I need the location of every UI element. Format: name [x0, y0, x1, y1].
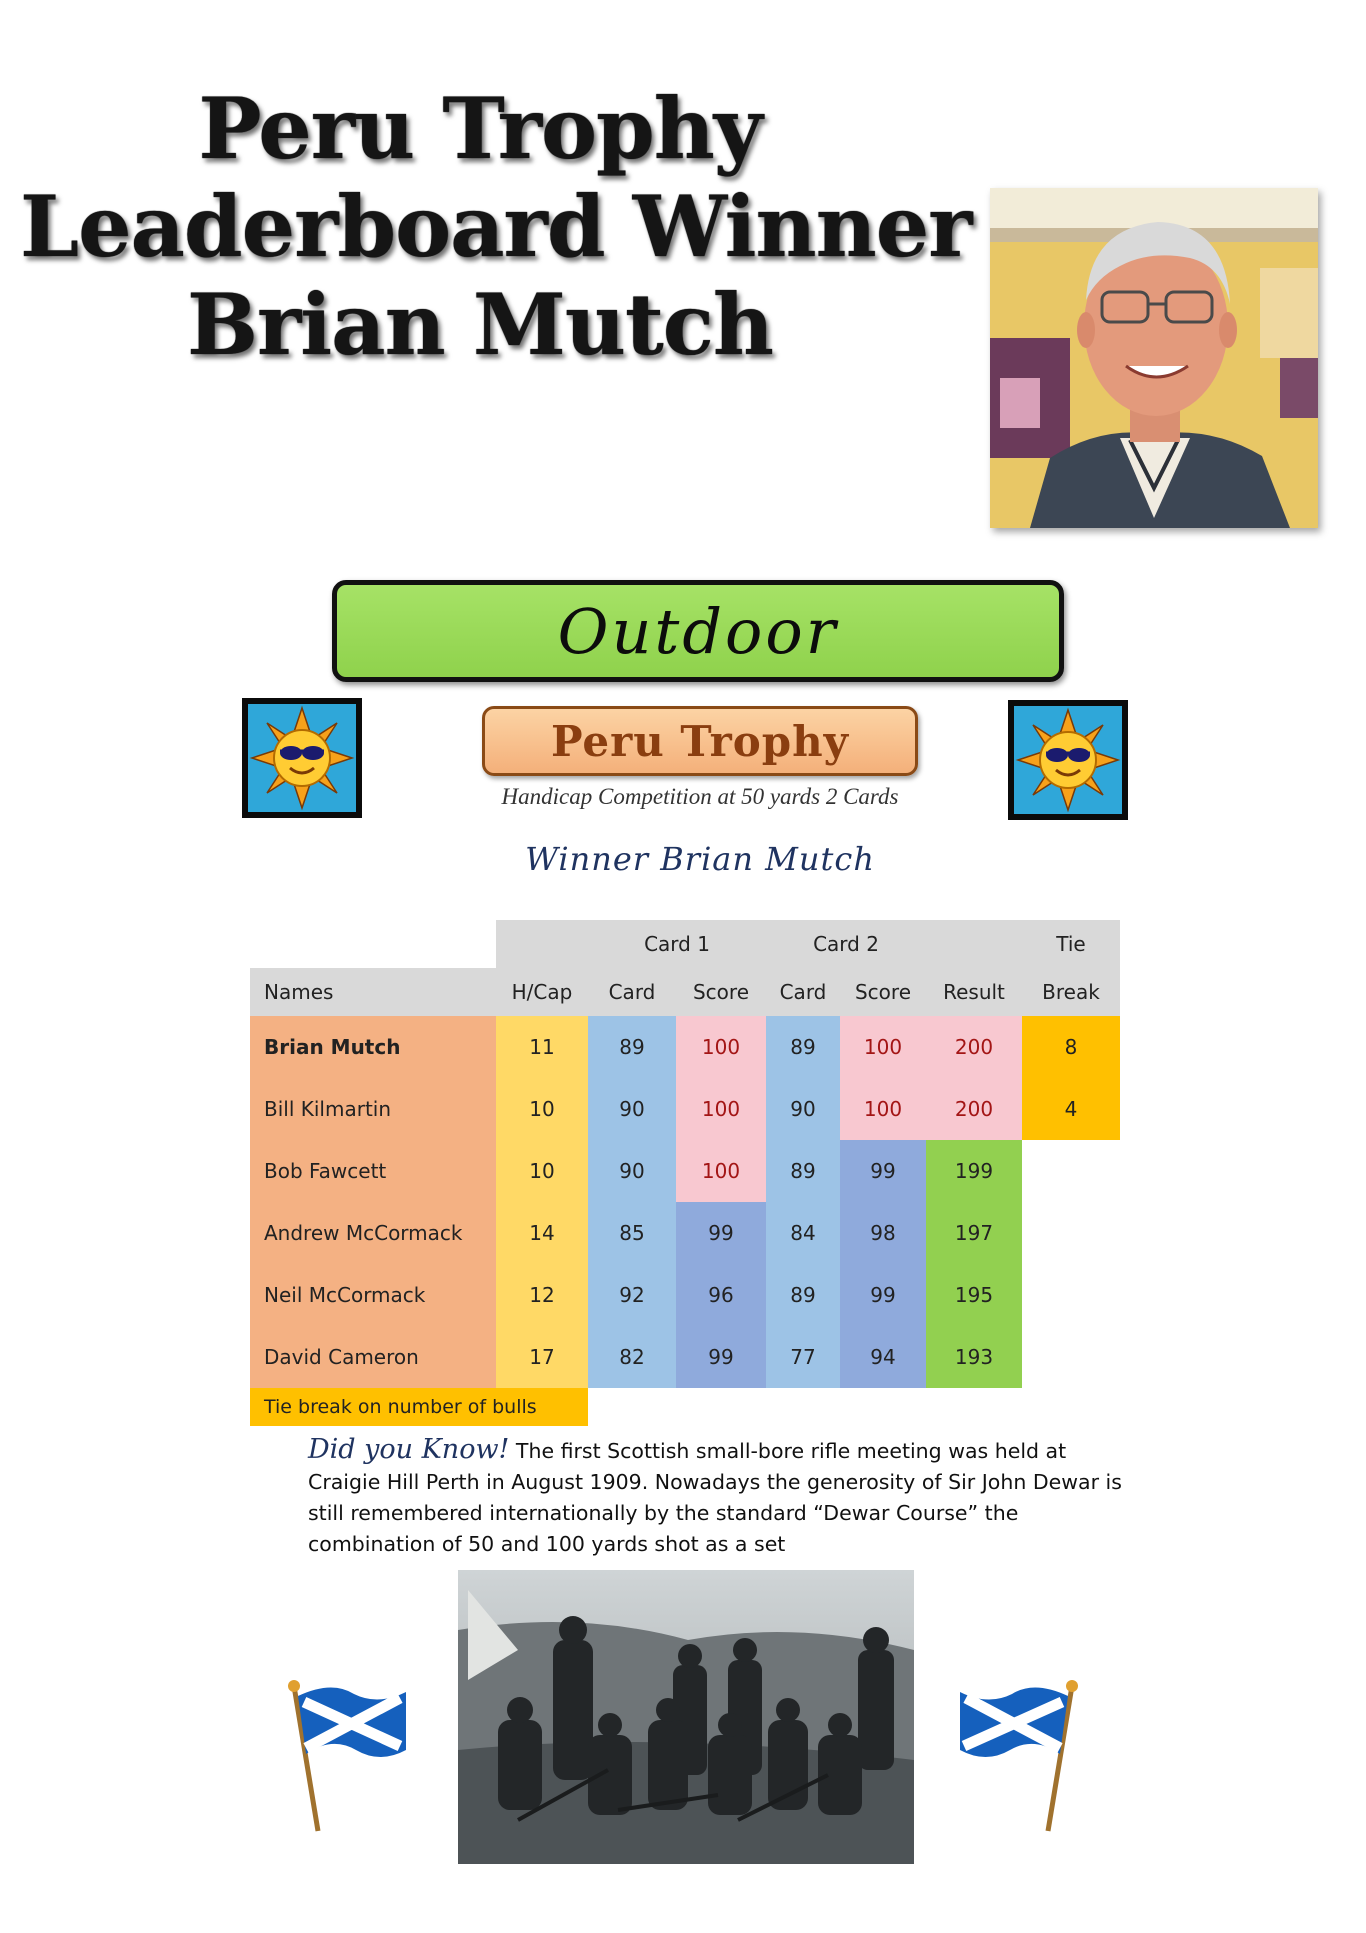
tiebreak-cell	[1022, 1140, 1120, 1202]
name-cell: Bill Kilmartin	[250, 1078, 496, 1140]
name-cell: Brian Mutch	[250, 1016, 496, 1078]
card1-cell: 92	[588, 1264, 676, 1326]
hcap-header: H/Cap	[496, 968, 588, 1016]
result-cell: 200	[926, 1078, 1022, 1140]
card2-cell: 84	[766, 1202, 840, 1264]
card2-cell: 89	[766, 1140, 840, 1202]
table-row	[250, 1016, 1120, 1078]
tie-group-header: Tie	[1022, 920, 1120, 968]
result-cell: 197	[926, 1202, 1022, 1264]
sun-sunglasses-icon	[242, 698, 362, 818]
result-cell: 193	[926, 1326, 1022, 1388]
score1-cell: 99	[676, 1326, 766, 1388]
blank-header-cell	[250, 920, 496, 968]
headline-line-3: Brian Mutch	[187, 275, 773, 374]
group-header-row	[250, 920, 1120, 968]
headline-line-1: Peru Trophy	[198, 79, 762, 178]
tiebreak-header: Break	[1022, 968, 1120, 1016]
hcap-cell: 17	[496, 1326, 588, 1388]
score2-cell: 94	[840, 1326, 926, 1388]
card2-cell: 77	[766, 1326, 840, 1388]
tie-break-note: Tie break on number of bulls	[250, 1388, 588, 1426]
score2-cell: 100	[840, 1078, 926, 1140]
card1-group-header: Card 1	[588, 920, 766, 968]
score2-cell: 99	[840, 1264, 926, 1326]
card1-header: Card	[588, 968, 676, 1016]
score2-cell: 98	[840, 1202, 926, 1264]
tiebreak-cell	[1022, 1264, 1120, 1326]
footnote-row	[250, 1388, 1120, 1426]
headline-line-2: Leaderboard Winner	[20, 177, 972, 276]
result-cell: 200	[926, 1016, 1022, 1078]
headline	[20, 79, 972, 374]
score1-cell: 99	[676, 1202, 766, 1264]
score1-cell: 100	[676, 1140, 766, 1202]
name-cell: David Cameron	[250, 1326, 496, 1388]
did-you-know-lead: Did you Know!	[308, 1434, 510, 1465]
card2-cell: 90	[766, 1078, 840, 1140]
table-row	[250, 1140, 1120, 1202]
tiebreak-cell	[1022, 1326, 1120, 1388]
card1-cell: 89	[588, 1016, 676, 1078]
hcap-cell: 10	[496, 1140, 588, 1202]
hcap-cell: 12	[496, 1264, 588, 1326]
tiebreak-cell: 4	[1022, 1078, 1120, 1140]
result-header: Result	[926, 968, 1022, 1016]
name-cell: Andrew McCormack	[250, 1202, 496, 1264]
score2-cell: 100	[840, 1016, 926, 1078]
sun-sunglasses-icon	[1008, 700, 1128, 820]
score1-cell: 100	[676, 1078, 766, 1140]
blank-footer-cell	[588, 1388, 1120, 1426]
score1-cell: 100	[676, 1016, 766, 1078]
results-table	[250, 920, 1120, 1426]
card1-cell: 90	[588, 1078, 676, 1140]
did-you-know-paragraph	[308, 1434, 1128, 1560]
hcap-cell: 10	[496, 1078, 588, 1140]
scottish-saltire-flag-icon	[282, 1676, 412, 1836]
result-cell: 199	[926, 1140, 1022, 1202]
card2-header: Card	[766, 968, 840, 1016]
tiebreak-cell: 8	[1022, 1016, 1120, 1078]
card2-cell: 89	[766, 1264, 840, 1326]
table-row	[250, 1202, 1120, 1264]
blank-header-cell	[926, 920, 1022, 968]
outdoor-banner: Outdoor	[332, 580, 1064, 682]
score2-cell: 99	[840, 1140, 926, 1202]
score1-header: Score	[676, 968, 766, 1016]
result-cell: 195	[926, 1264, 1022, 1326]
scottish-saltire-flag-icon	[954, 1676, 1084, 1836]
table-row	[250, 1326, 1120, 1388]
blank-header-cell	[496, 920, 588, 968]
name-cell: Neil McCormack	[250, 1264, 496, 1326]
did-you-know-text: The first Scottish small-bore rifle meeting was held at Craigie Hill Perth in August 1909. Nowadays the generosity of Sir John Dewar is still remembered internationally by the standard “Dewar Course” the combination of 50 and 100 yards shot as a set	[308, 1439, 1122, 1556]
winner-portrait-photo	[990, 188, 1318, 528]
table-row	[250, 1078, 1120, 1140]
competition-subtitle: Handicap Competition at 50 yards 2 Cards	[501, 784, 899, 809]
card2-group-header: Card 2	[766, 920, 926, 968]
score1-cell: 96	[676, 1264, 766, 1326]
winner-line: Winner Brian Mutch	[525, 840, 875, 878]
tiebreak-cell	[1022, 1202, 1120, 1264]
score2-header: Score	[840, 968, 926, 1016]
hcap-cell: 11	[496, 1016, 588, 1078]
name-cell: Bob Fawcett	[250, 1140, 496, 1202]
names-header: Names	[250, 968, 496, 1016]
table-row	[250, 1264, 1120, 1326]
card1-cell: 85	[588, 1202, 676, 1264]
card1-cell: 82	[588, 1326, 676, 1388]
hcap-cell: 14	[496, 1202, 588, 1264]
card1-cell: 90	[588, 1140, 676, 1202]
card2-cell: 89	[766, 1016, 840, 1078]
historical-rifle-team-photo	[458, 1570, 914, 1864]
column-header-row	[250, 968, 1120, 1016]
peru-trophy-label: Peru Trophy	[482, 706, 918, 776]
